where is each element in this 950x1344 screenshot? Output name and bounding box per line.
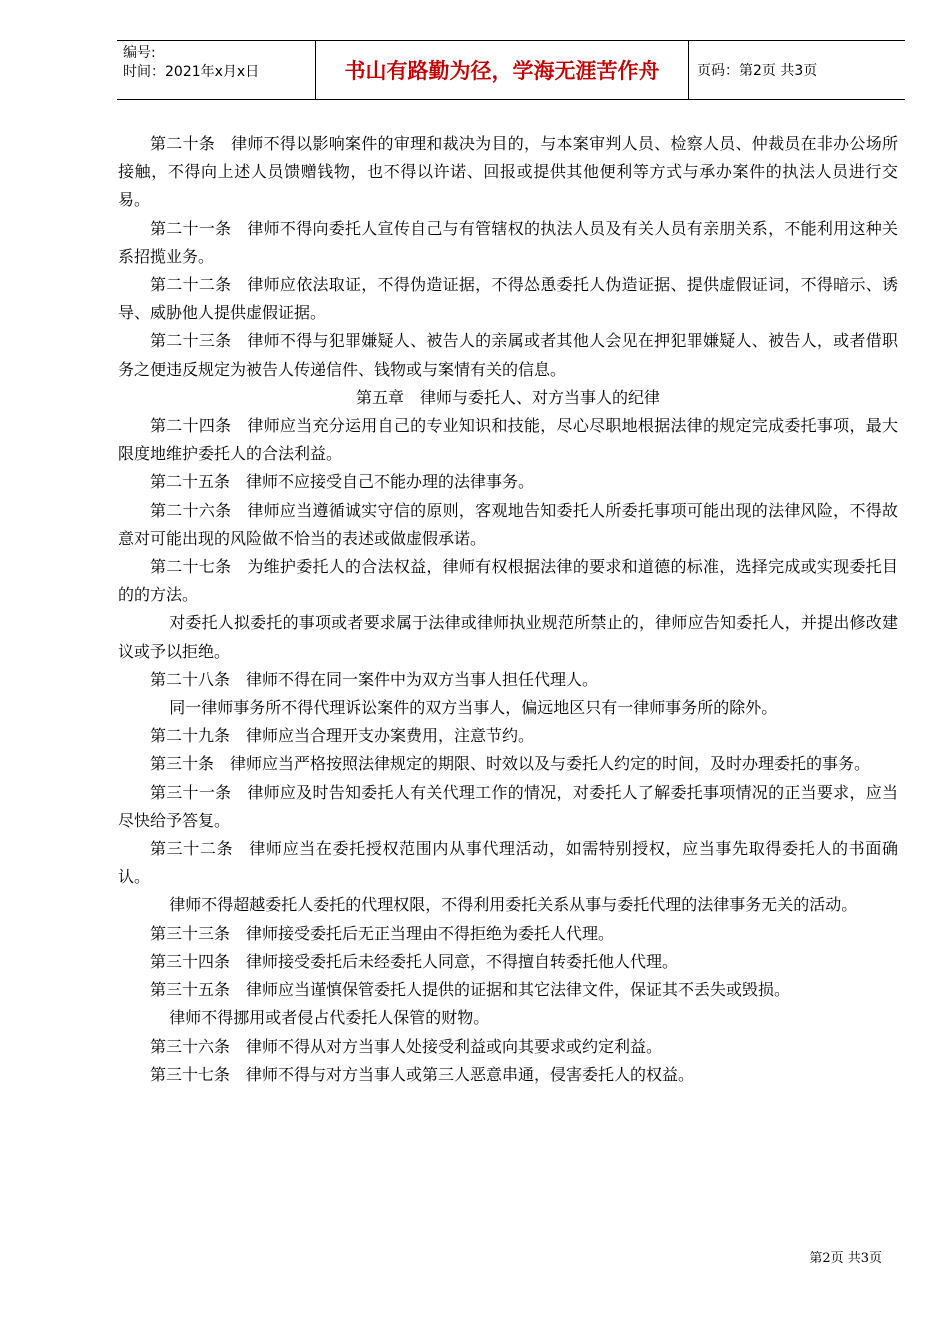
article-text: 律师应当遵循诚实守信的原则，客观地告知委托人所委托事项可能出现的法律风险，不得故意对可能出现的风险做不恰当的表述或做虚假承诺。 xyxy=(118,500,898,548)
article-text: 律师应当谨慎保管委托人提供的证据和其它法律文件，保证其不丢失或毁损。 xyxy=(246,980,791,1000)
article-text: 律师不得以影响案件的审理和裁决为目的，与本案审判人员、检察人员、仲裁员在非办公场所接触，不得向上述人员馈赠钱物，也不得以许诺、回报或提供其他便利等方式与承办案件的执法人员进行交易。 xyxy=(118,134,898,210)
article-text: 律师不得与对方当事人或第三人恶意串通，侵害委托人的权益。 xyxy=(246,1064,695,1084)
article-text: 律师应当充分运用自己的专业知识和技能，尽心尽职地根据法律的规定完成委托事项，最大限度地维护委托人的合法利益。 xyxy=(118,416,898,464)
article-number: 第二十六条 xyxy=(150,500,232,520)
article-text: 为维护委托人的合法权益，律师有权根据法律的要求和道德的标准，选择完成或实现委托目的的方法。 xyxy=(118,557,898,605)
article-paragraph xyxy=(118,722,898,750)
sub-paragraph: 律师不得超越委托人委托的代理权限，不得利用委托关系从事与委托代理的法律事务无关的活动。 xyxy=(169,895,858,915)
article-number: 第二十五条 xyxy=(150,472,231,492)
article-paragraph xyxy=(118,553,898,609)
article-number: 第三十四条 xyxy=(150,951,231,971)
article-number: 第三十七条 xyxy=(150,1064,231,1084)
article-paragraph xyxy=(118,130,898,215)
article-number: 第三十二条 xyxy=(150,839,234,859)
article-text: 律师应当合理开支办案费用，注意节约。 xyxy=(246,726,535,746)
article-number: 第二十二条 xyxy=(150,275,232,295)
header-motto: 书山有路勤为径，学海无涯苦作舟 xyxy=(344,59,660,83)
article-paragraph xyxy=(118,976,898,1004)
article-text: 律师接受委托后无正当理由不得拒绝为委托人代理。 xyxy=(246,923,615,943)
article-text: 律师不得在同一案件中为双方当事人担任代理人。 xyxy=(246,669,599,689)
article-paragraph xyxy=(118,215,898,271)
article-text: 律师不得向委托人宣传自己与有管辖权的执法人员及有关人员有亲朋关系，不能利用这种关系招揽业务。 xyxy=(118,218,898,266)
article-number: 第三十五条 xyxy=(150,980,231,1000)
article-text: 律师不得与犯罪嫌疑人、被告人的亲属或者其他人会见在押犯罪嫌疑人、被告人，或者借职务之便违反规定为被告人传递信件、钱物或与案情有关的信息。 xyxy=(118,331,898,379)
article-paragraph xyxy=(118,666,898,694)
article-paragraph xyxy=(118,920,898,948)
article-paragraph xyxy=(118,412,898,468)
article-text: 律师不得从对方当事人处接受利益或向其要求或约定利益。 xyxy=(246,1036,663,1056)
sub-paragraph: 同一律师事务所不得代理诉讼案件的双方当事人，偏远地区只有一律师事务所的除外。 xyxy=(169,698,778,718)
article-text: 律师接受委托后未经委托人同意，不得擅自转委托他人代理。 xyxy=(246,951,679,971)
article-paragraph xyxy=(118,948,898,976)
article-paragraph xyxy=(118,750,898,778)
article-number: 第二十七条 xyxy=(150,557,232,577)
article-paragraph xyxy=(118,468,898,496)
header-page-number: 页码：第2页 共3页 xyxy=(697,63,818,79)
article-paragraph xyxy=(118,1061,898,1089)
article-text: 律师应及时告知委托人有关代理工作的情况，对委托人了解委托事项情况的正当要求，应当尽快给予答复。 xyxy=(118,782,898,830)
article-paragraph xyxy=(118,497,898,553)
document-body xyxy=(118,130,898,1089)
page-header xyxy=(117,40,905,100)
article-paragraph xyxy=(118,835,898,891)
article-number: 第三十一条 xyxy=(150,782,232,802)
article-paragraph xyxy=(118,327,898,383)
article-number: 第二十九条 xyxy=(150,726,231,746)
document-time-label: 时间：2021年x月x日 xyxy=(123,64,260,80)
article-paragraph xyxy=(118,779,898,835)
sub-paragraph: 律师不得挪用或者侵占代委托人保管的财物。 xyxy=(169,1008,490,1028)
article-number: 第三十三条 xyxy=(150,923,231,943)
article-text: 律师应当在委托授权范围内从事代理活动，如需特别授权，应当事先取得委托人的书面确认。 xyxy=(118,839,898,887)
article-number: 第三十条 xyxy=(150,754,215,774)
header-meta-cell xyxy=(117,41,316,99)
article-number: 第二十八条 xyxy=(150,669,231,689)
header-motto-cell xyxy=(316,41,689,99)
article-number: 第三十六条 xyxy=(150,1036,231,1056)
article-paragraph xyxy=(118,271,898,327)
article-number: 第二十条 xyxy=(150,134,216,153)
article-text: 律师应当严格按照法律规定的期限、时效以及与委托人约定的时间，及时办理委托的事务。 xyxy=(230,754,871,774)
page-footer xyxy=(809,1247,882,1266)
chapter-heading: 第五章 律师与委托人、对方当事人的纪律 xyxy=(355,387,660,407)
article-number: 第二十一条 xyxy=(150,218,232,238)
header-page-cell xyxy=(689,41,905,99)
footer-page-number: 第2页 共3页 xyxy=(809,1251,882,1266)
article-number: 第二十三条 xyxy=(150,331,232,351)
article-text: 律师不应接受自己不能办理的法律事务。 xyxy=(246,472,535,492)
article-paragraph xyxy=(118,1033,898,1061)
document-code-label: 编号: xyxy=(123,45,156,61)
article-number: 第二十四条 xyxy=(150,416,232,436)
article-text: 律师应依法取证，不得伪造证据，不得怂恿委托人伪造证据、提供虚假证词，不得暗示、诱导、威胁他人提供虚假证据。 xyxy=(118,275,898,323)
sub-paragraph: 对委托人拟委托的事项或者要求属于法律或律师执业规范所禁止的，律师应告知委托人，并提出修改建议或予以拒绝。 xyxy=(118,613,898,661)
